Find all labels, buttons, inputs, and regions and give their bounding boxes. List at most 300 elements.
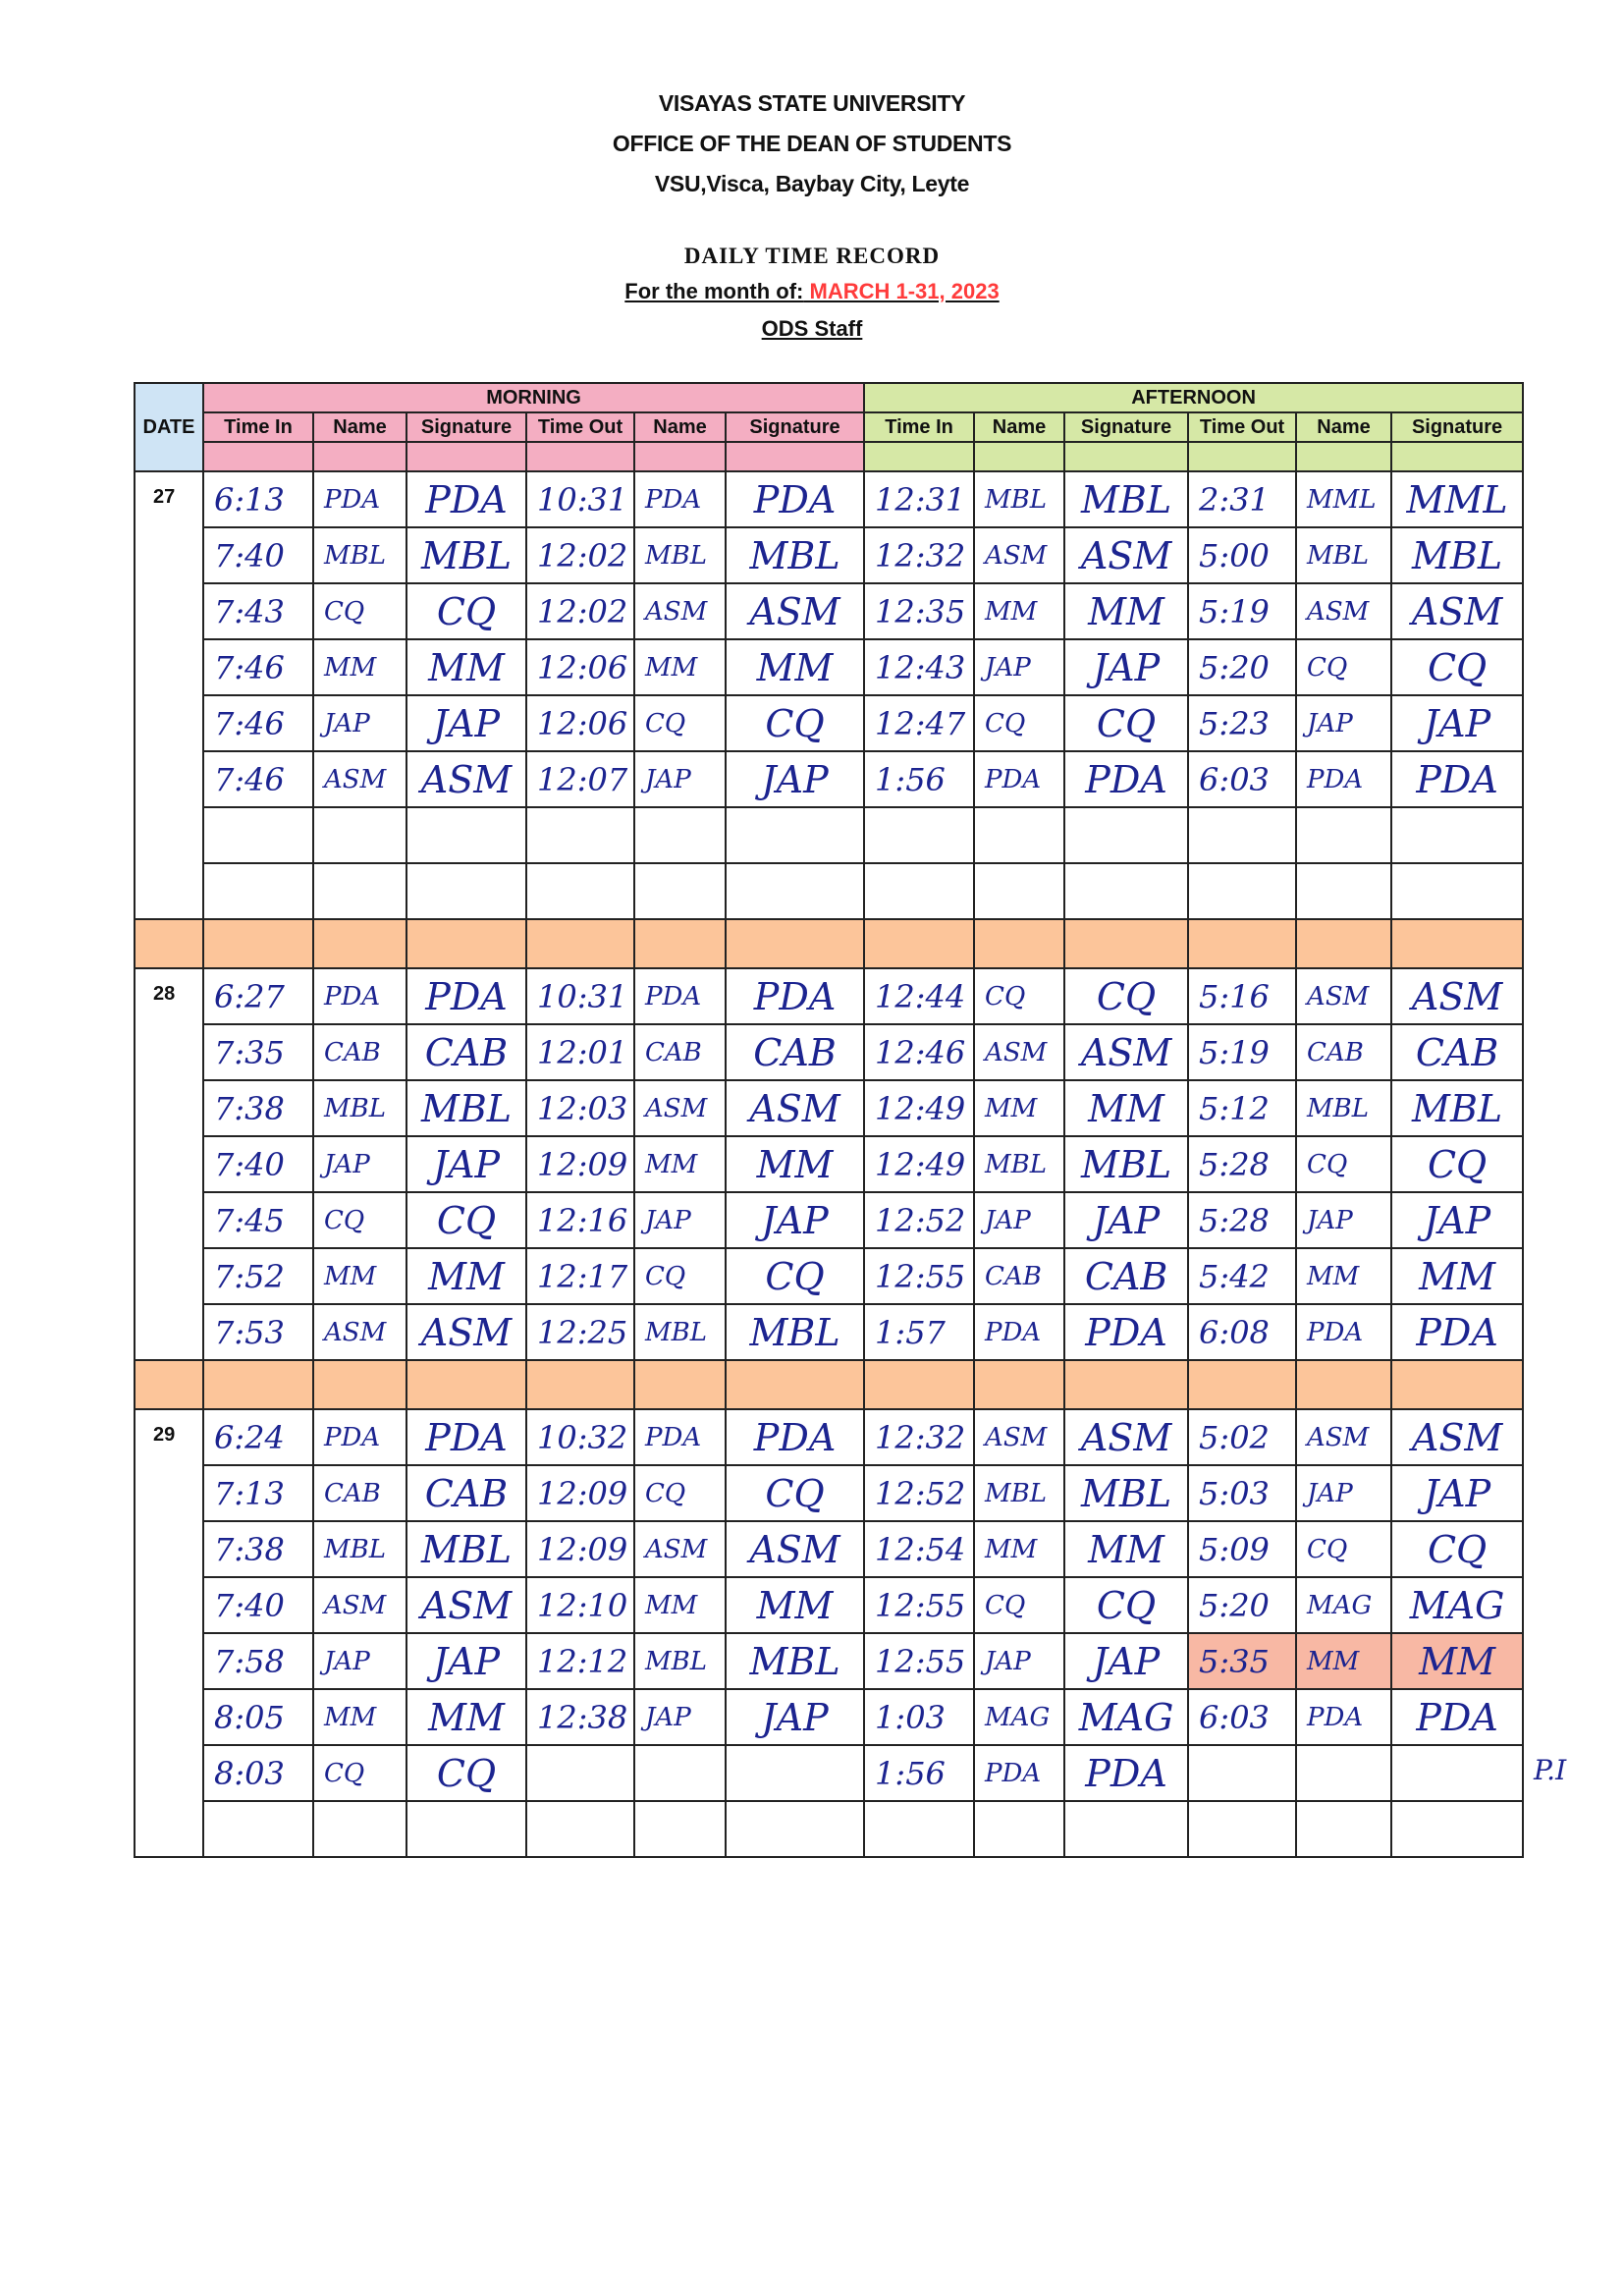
table-cell: [1064, 751, 1188, 807]
table-cell: [1064, 1521, 1188, 1577]
table-cell: [526, 1192, 634, 1248]
table-cell: [864, 639, 974, 695]
table-row: [135, 1465, 1523, 1521]
handwritten-initials: ASM: [645, 1093, 708, 1123]
table-cell: [1064, 1080, 1188, 1136]
table-cell: [203, 1080, 313, 1136]
column-subheader-cell: [634, 442, 726, 471]
table-cell: [313, 1801, 406, 1857]
separator-cell: [974, 1360, 1064, 1409]
table-cell: [313, 807, 406, 863]
handwritten-time: 7:35: [214, 1033, 285, 1071]
signature-mark: JAP: [432, 1142, 501, 1186]
handwritten-time: 5:02: [1199, 1418, 1270, 1456]
handwritten-time: 5:09: [1199, 1530, 1270, 1568]
handwritten-time: 12:10: [537, 1586, 628, 1624]
handwritten-initials: ASM: [324, 1590, 387, 1620]
table-cell: [864, 1465, 974, 1521]
column-headers: [135, 412, 1523, 442]
handwritten-initials: MAG: [1307, 1590, 1373, 1620]
table-cell: [726, 1633, 864, 1689]
table-cell: [974, 695, 1064, 751]
office-address: VSU,Visca, Baybay City, Leyte: [654, 171, 970, 196]
table-cell: [1391, 695, 1523, 751]
signature-mark: CQ: [436, 589, 497, 633]
table-cell: [313, 751, 406, 807]
table-cell: [203, 1024, 313, 1080]
signature-mark: MM: [756, 645, 834, 689]
table-cell: [203, 583, 313, 639]
table-cell: [313, 527, 406, 583]
table-cell: [526, 695, 634, 751]
handwritten-initials: CQ: [1307, 1534, 1348, 1564]
table-cell: [1064, 863, 1188, 919]
separator-cell: [203, 1360, 313, 1409]
table-cell: [1391, 1304, 1523, 1360]
table-cell: [406, 695, 526, 751]
separator-cell: [974, 919, 1064, 968]
handwritten-initials: MM: [324, 652, 377, 683]
handwritten-time: 7:40: [214, 1586, 285, 1624]
handwritten-initials: PDA: [1307, 1702, 1364, 1732]
column-header-3: Signature: [406, 412, 526, 442]
table-cell: [974, 968, 1064, 1024]
signature-mark: JAP: [1092, 1198, 1161, 1242]
table-cell: [406, 1080, 526, 1136]
table-cell: [313, 1409, 406, 1465]
signature-mark: MAG: [1409, 1583, 1505, 1627]
signature-mark: PDA: [753, 974, 837, 1018]
column-header-7: Time In: [864, 412, 974, 442]
table-row: [135, 1409, 1523, 1465]
table-cell: [864, 1304, 974, 1360]
handwritten-time: 7:46: [214, 704, 285, 742]
table-cell: [1296, 1521, 1391, 1577]
office-name: OFFICE OF THE DEAN OF STUDENTS: [612, 131, 1012, 156]
table-cell: [1391, 1465, 1523, 1521]
table-cell: [526, 1801, 634, 1857]
table-cell: [203, 695, 313, 751]
handwritten-initials: MML: [1307, 484, 1377, 515]
table-cell: [313, 471, 406, 527]
table-cell: [864, 863, 974, 919]
table-cell: [1391, 863, 1523, 919]
handwritten-initials: PDA: [985, 764, 1042, 794]
table-cell: [974, 1801, 1064, 1857]
table-cell: [526, 1521, 634, 1577]
signature-mark: MM: [1088, 589, 1164, 633]
table-cell: [974, 1024, 1064, 1080]
table-cell: [1296, 1577, 1391, 1633]
separator-cell: [526, 1360, 634, 1409]
table-cell: [526, 1024, 634, 1080]
table-cell: [313, 1633, 406, 1689]
date-cell: 28: [135, 968, 203, 1360]
table-cell: [726, 471, 864, 527]
table-cell: [1188, 1304, 1296, 1360]
signature-mark: PDA: [1416, 1695, 1498, 1739]
table-cell: [864, 1689, 974, 1745]
signature-mark: CAB: [1084, 1254, 1168, 1298]
handwritten-initials: CQ: [324, 596, 365, 627]
table-cell: [1296, 1409, 1391, 1465]
table-cell: [526, 1248, 634, 1304]
table-cell: [1064, 471, 1188, 527]
table-cell: [1064, 1248, 1188, 1304]
handwritten-time: 7:38: [214, 1530, 285, 1568]
separator-cell: [1391, 1360, 1523, 1409]
table-row: [135, 1136, 1523, 1192]
column-subheader-cell: [1064, 442, 1188, 471]
table-cell: [526, 1465, 634, 1521]
handwritten-time: 5:28: [1199, 1145, 1270, 1183]
handwritten-time: 5:42: [1199, 1257, 1270, 1295]
table-cell: [726, 1745, 864, 1801]
column-header-8: Name: [974, 412, 1064, 442]
column-header-2: Name: [313, 412, 406, 442]
signature-mark: CQ: [1427, 1142, 1488, 1186]
column-subheader-cell: [1188, 442, 1296, 471]
table-cell: [1188, 527, 1296, 583]
table-cell: [1391, 1689, 1523, 1745]
table-cell: [313, 1465, 406, 1521]
column-subheader-cell: [726, 442, 864, 471]
table-row: [135, 1801, 1523, 1857]
table-cell: [864, 1801, 974, 1857]
handwritten-initials: MM: [985, 1093, 1038, 1123]
table-cell: [1064, 1745, 1188, 1801]
handwritten-initials: MBL: [985, 1149, 1048, 1179]
table-row: [135, 751, 1523, 807]
date-cell: 27: [135, 471, 203, 919]
table-cell: [1296, 1192, 1391, 1248]
handwritten-initials: JAP: [324, 1149, 370, 1179]
handwritten-time: 12:25: [537, 1313, 628, 1351]
handwritten-initials: PDA: [324, 484, 381, 515]
signature-mark: ASM: [1411, 1415, 1503, 1459]
handwritten-initials: MM: [645, 652, 698, 683]
handwritten-time: 12:32: [875, 1418, 966, 1456]
signature-mark: JAP: [1092, 645, 1161, 689]
handwritten-time: 7:52: [214, 1257, 285, 1295]
table-cell: [1296, 583, 1391, 639]
table-cell: [974, 471, 1064, 527]
handwritten-time: 7:46: [214, 760, 285, 798]
table-cell: [203, 1192, 313, 1248]
table-cell: [634, 1801, 726, 1857]
table-cell: [313, 639, 406, 695]
table-cell: [1296, 527, 1391, 583]
handwritten-time: 8:05: [214, 1698, 285, 1736]
table-cell: [406, 751, 526, 807]
signature-mark: PDA: [425, 477, 508, 521]
column-subheader-cell: [864, 442, 974, 471]
table-cell: [1296, 1689, 1391, 1745]
handwritten-time: 12:38: [537, 1698, 628, 1736]
table-cell: [406, 1577, 526, 1633]
handwritten-initials: CAB: [324, 1037, 381, 1067]
signature-mark: MBL: [1081, 1471, 1172, 1515]
separator-cell: [406, 919, 526, 968]
table-cell: [313, 968, 406, 1024]
table-cell: [974, 1192, 1064, 1248]
table-cell: [726, 1304, 864, 1360]
handwritten-time: 5:28: [1199, 1201, 1270, 1239]
table-cell: [406, 1024, 526, 1080]
signature-mark: PDA: [1085, 1310, 1167, 1354]
column-header-12: Signature: [1391, 412, 1523, 442]
column-header-4: Time Out: [526, 412, 634, 442]
separator-cell: [864, 919, 974, 968]
handwritten-initials: PDA: [645, 1422, 702, 1452]
table-cell: [406, 471, 526, 527]
table-cell: [203, 1248, 313, 1304]
handwritten-initials: MBL: [645, 540, 707, 571]
signature-mark: PDA: [753, 477, 837, 521]
table-cell: [526, 1745, 634, 1801]
table-cell: [1188, 1409, 1296, 1465]
table-cell: [526, 1136, 634, 1192]
time-record-table: [134, 382, 1524, 1858]
handwritten-time: 2:31: [1199, 480, 1270, 519]
table-row: [135, 471, 1523, 527]
table-cell: [1391, 1409, 1523, 1465]
table-cell: [1188, 751, 1296, 807]
handwritten-time: 12:44: [875, 977, 966, 1015]
table-row: [135, 807, 1523, 863]
signature-mark: ASM: [749, 589, 840, 633]
staff-label: ODS Staff: [761, 316, 863, 341]
table-cell: [864, 751, 974, 807]
table-cell: [1188, 807, 1296, 863]
table-cell: [1391, 1577, 1523, 1633]
handwritten-time: 5:03: [1199, 1474, 1270, 1512]
table-row: [135, 1304, 1523, 1360]
separator-cell: [1296, 1360, 1391, 1409]
handwritten-initials: CQ: [1307, 1149, 1348, 1179]
handwritten-time: 12:35: [875, 592, 966, 630]
table-row: [135, 583, 1523, 639]
table-cell: [526, 639, 634, 695]
signature-mark: PDA: [1416, 757, 1498, 801]
table-cell: [203, 1304, 313, 1360]
column-header-1: Time In: [203, 412, 313, 442]
table-cell: [974, 1745, 1064, 1801]
handwritten-initials: ASM: [1307, 1422, 1370, 1452]
separator-cell: [526, 919, 634, 968]
handwritten-initials: JAP: [645, 1205, 691, 1235]
table-cell: [1188, 1577, 1296, 1633]
signature-mark: CQ: [436, 1751, 497, 1795]
table-cell: [634, 1409, 726, 1465]
signature-mark: JAP: [432, 701, 501, 745]
handwritten-initials: CAB: [1307, 1037, 1364, 1067]
table-cell: [634, 1577, 726, 1633]
column-subheaders: [135, 442, 1523, 471]
signature-mark: CQ: [1096, 701, 1157, 745]
table-cell: [1296, 1465, 1391, 1521]
signature-mark: ASM: [1411, 974, 1503, 1018]
table-cell: [726, 1192, 864, 1248]
table-cell: [313, 1745, 406, 1801]
table-cell: [634, 527, 726, 583]
table-row: [135, 1745, 1523, 1801]
handwritten-initials: MBL: [985, 484, 1048, 515]
handwritten-initials: MAG: [985, 1702, 1051, 1732]
day-separator: [135, 919, 1523, 968]
table-cell: [974, 1521, 1064, 1577]
table-row: [135, 1633, 1523, 1689]
signature-mark: CQ: [1096, 974, 1157, 1018]
handwritten-time: 7:40: [214, 536, 285, 574]
table-cell: [313, 1080, 406, 1136]
column-subheader-cell: [203, 442, 313, 471]
table-cell: [1391, 1080, 1523, 1136]
handwritten-initials: JAP: [1307, 708, 1353, 738]
table-cell: [726, 1080, 864, 1136]
column-header-10: Time Out: [1188, 412, 1296, 442]
table-cell: [203, 863, 313, 919]
table-cell: [634, 1745, 726, 1801]
handwritten-initials: JAP: [645, 764, 691, 794]
table-cell: [634, 863, 726, 919]
signature-mark: JAP: [1423, 701, 1491, 745]
table-cell: [1188, 1248, 1296, 1304]
column-header-6: Signature: [726, 412, 864, 442]
signature-mark: MM: [1088, 1527, 1164, 1571]
signature-mark: JAP: [761, 1198, 829, 1242]
handwritten-initials: JAP: [1307, 1478, 1353, 1508]
handwritten-time: 5:00: [1199, 536, 1270, 574]
table-cell: [526, 968, 634, 1024]
table-cell: [1188, 1689, 1296, 1745]
table-cell: [726, 527, 864, 583]
table-cell: [406, 1248, 526, 1304]
table-cell: [1188, 471, 1296, 527]
signature-mark: ASM: [749, 1086, 840, 1130]
table-cell: [974, 527, 1064, 583]
handwritten-time: 6:13: [214, 480, 285, 519]
table-cell: [1296, 1745, 1391, 1801]
signature-mark: MBL: [420, 533, 513, 577]
handwritten-time: 6:03: [1199, 1698, 1270, 1736]
table-cell: [526, 863, 634, 919]
handwritten-initials: MM: [985, 1534, 1038, 1564]
handwritten-initials: CQ: [1307, 652, 1348, 683]
table-row: [135, 1080, 1523, 1136]
table-cell: [313, 863, 406, 919]
table-cell: [406, 1409, 526, 1465]
handwritten-time: 12:02: [537, 536, 628, 574]
table-cell: [313, 1248, 406, 1304]
handwritten-time: 5:19: [1199, 592, 1270, 630]
handwritten-time: 1:03: [875, 1698, 946, 1736]
table-cell: [1064, 695, 1188, 751]
table-cell: [203, 471, 313, 527]
handwritten-initials: ASM: [324, 1317, 387, 1347]
table-cell: [864, 1577, 974, 1633]
afternoon-header: AFTERNOON: [864, 383, 1523, 412]
handwritten-time: 6:03: [1199, 760, 1270, 798]
handwritten-time: 12:52: [875, 1201, 966, 1239]
handwritten-time: 12:49: [875, 1089, 966, 1127]
table-cell: [634, 1080, 726, 1136]
table-cell: [1296, 968, 1391, 1024]
table-cell: [1064, 1465, 1188, 1521]
table-cell: [634, 1689, 726, 1745]
table-cell: [1391, 1248, 1523, 1304]
table-cell: [1391, 1192, 1523, 1248]
table-cell: [1188, 1080, 1296, 1136]
handwritten-time: 12:55: [875, 1257, 966, 1295]
table-cell: [1188, 695, 1296, 751]
signature-mark: CAB: [753, 1030, 837, 1074]
table-cell: [1296, 639, 1391, 695]
handwritten-initials: ASM: [324, 764, 387, 794]
table-cell: [203, 1136, 313, 1192]
table-cell: [1296, 1633, 1391, 1689]
column-subheader-cell: [974, 442, 1064, 471]
handwritten-time: 12:01: [537, 1033, 628, 1071]
handwritten-initials: ASM: [985, 540, 1048, 571]
handwritten-time: 12:49: [875, 1145, 966, 1183]
separator-cell: [1391, 919, 1523, 968]
table-cell: [726, 1136, 864, 1192]
separator-cell: [135, 1360, 203, 1409]
table-cell: [634, 1633, 726, 1689]
signature-mark: MBL: [749, 1639, 840, 1683]
signature-mark: CQ: [1427, 1527, 1488, 1571]
table-cell: [406, 1465, 526, 1521]
table-cell: [974, 1409, 1064, 1465]
table-cell: [1296, 1136, 1391, 1192]
handwritten-initials: MBL: [324, 1534, 386, 1564]
handwritten-initials: JAP: [324, 1646, 370, 1676]
signature-mark: ASM: [420, 1310, 513, 1354]
column-header-5: Name: [634, 412, 726, 442]
signature-mark: PDA: [1085, 757, 1167, 801]
table-cell: [203, 639, 313, 695]
table-cell: [974, 807, 1064, 863]
table-cell: [1188, 583, 1296, 639]
signature-mark: MM: [1088, 1086, 1164, 1130]
handwritten-initials: ASM: [985, 1037, 1048, 1067]
handwritten-time: 7:58: [214, 1642, 285, 1680]
handwritten-time: 12:47: [875, 704, 966, 742]
table-cell: [1391, 1024, 1523, 1080]
handwritten-initials: JAP: [645, 1702, 691, 1732]
handwritten-initials: MBL: [1307, 540, 1370, 571]
table-cell: [634, 583, 726, 639]
handwritten-initials: JAP: [985, 652, 1031, 683]
table-cell: [1391, 1136, 1523, 1192]
signature-mark: ASM: [420, 757, 513, 801]
handwritten-initials: CQ: [645, 1478, 686, 1508]
day-separator: [135, 1360, 1523, 1409]
table-cell: [864, 471, 974, 527]
table-cell: [203, 527, 313, 583]
table-cell: [726, 1024, 864, 1080]
table-cell: [1064, 639, 1188, 695]
table-cell: [203, 1577, 313, 1633]
table-cell: [1391, 1801, 1523, 1857]
separator-cell: [313, 919, 406, 968]
handwritten-initials: CQ: [645, 708, 686, 738]
table-cell: [1296, 751, 1391, 807]
handwritten-time: 6:27: [214, 977, 285, 1015]
handwritten-initials: CQ: [985, 981, 1026, 1011]
table-cell: [1188, 863, 1296, 919]
